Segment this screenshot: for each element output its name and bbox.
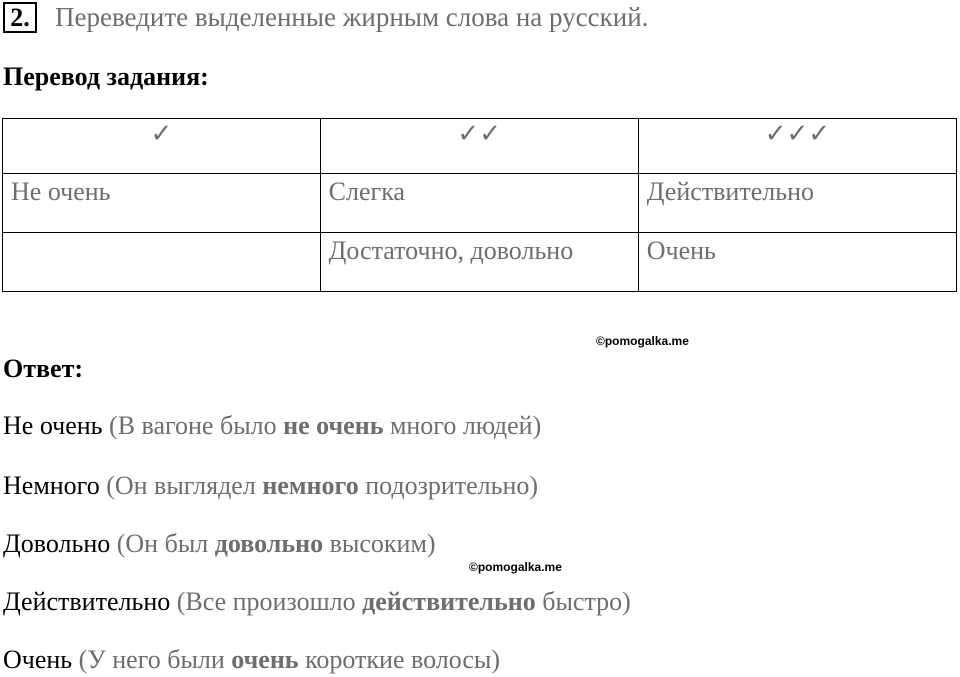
answer-heading: Ответ: <box>3 354 84 383</box>
answer-example <box>117 529 436 558</box>
table-row <box>3 174 957 233</box>
table-cell <box>3 233 321 292</box>
example-pre: (Он был <box>116 529 215 558</box>
answer-line <box>3 411 541 441</box>
example-pre: (Он выглядел <box>106 471 263 500</box>
translation-heading: Перевод задания: <box>3 62 209 91</box>
answer-word: Немного <box>3 471 100 500</box>
example-bold: очень <box>231 645 299 674</box>
example-pre: (У него были <box>78 645 232 674</box>
watermark: ©pomogalka.me <box>596 334 689 348</box>
example-pre: (В вагоне было <box>109 411 284 440</box>
example-post: подозрительно) <box>358 471 539 500</box>
task-header <box>3 2 648 33</box>
table-cell: Очень <box>638 233 956 292</box>
answer-word: Не очень <box>3 411 103 440</box>
table-cell: Действительно <box>638 174 956 233</box>
table-row <box>3 233 957 292</box>
example-post: много людей) <box>383 411 542 440</box>
check-icon: ✓ <box>150 119 173 148</box>
example-bold: немного <box>262 471 359 500</box>
table-cell: Не очень <box>3 174 321 233</box>
table-header-cell <box>3 119 321 174</box>
table-cell: Достаточно, довольно <box>320 233 638 292</box>
answer-example <box>109 411 541 440</box>
task-number: 2. <box>3 2 37 33</box>
answer-example <box>177 587 631 616</box>
check-icon: ✓✓✓ <box>764 119 831 148</box>
table-header-row <box>3 119 957 174</box>
example-pre: (Все произошло <box>176 587 363 616</box>
answer-line <box>3 529 436 559</box>
table-header-cell <box>320 119 638 174</box>
answer-line <box>3 471 538 501</box>
answer-example <box>79 645 500 674</box>
answer-word: Довольно <box>3 529 111 558</box>
translation-table <box>2 118 957 292</box>
example-bold: не очень <box>283 411 384 440</box>
answer-word: Действительно <box>3 587 171 616</box>
watermark: ©pomogalka.me <box>469 560 562 574</box>
answer-example <box>106 471 538 500</box>
answer-line <box>3 645 500 675</box>
table-cell: Слегка <box>320 174 638 233</box>
example-bold: довольно <box>214 529 324 558</box>
example-post: высоким) <box>323 529 436 558</box>
example-bold: действительно <box>362 587 536 616</box>
example-post: короткие волосы) <box>298 645 501 674</box>
task-instruction: Переведите выделенные жирным слова на русский. <box>55 2 649 32</box>
check-icon: ✓✓ <box>457 119 501 148</box>
table-header-cell <box>638 119 956 174</box>
answer-line <box>3 587 631 617</box>
example-post: быстро) <box>535 587 631 616</box>
answer-word: Очень <box>3 645 73 674</box>
